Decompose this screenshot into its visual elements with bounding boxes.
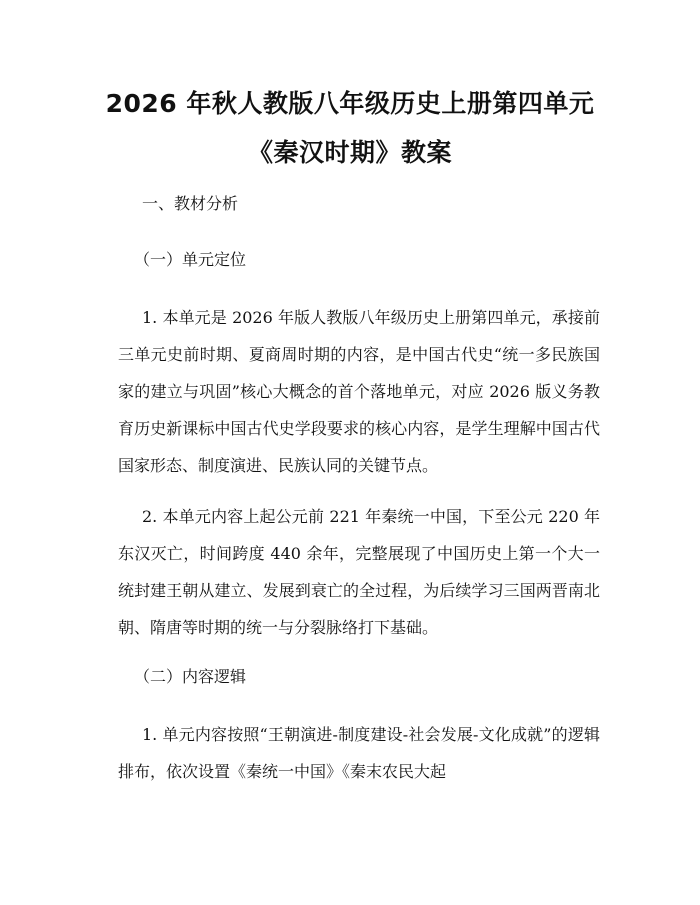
- document-title-line-2: 《秦汉时期》教案: [247, 138, 452, 167]
- paragraph-1: 1. 本单元是 2026 年版人教版八年级历史上册第四单元，承接前三单元史前时期、夏商周时期的内容，是中国古代史“统一多民族国家的建立与巩固”核心大概念的首个落地单元，对应 2026 版义务教育历史新课标中国古代史学段要求的核心内容，是学生理解中国古代国家形态、制度演进、民族认同的关键节点。: [118, 308, 600, 475]
- subsection-heading-1: （一）单元定位: [134, 250, 247, 269]
- section-heading-1: 一、教材分析: [142, 194, 239, 213]
- document-body: [118, 187, 600, 804]
- subsection-heading-2: （二）内容逻辑: [134, 667, 247, 686]
- document-title-line-1: 2026 年秋人教版八年级历史上册第四单元: [105, 89, 595, 118]
- paragraph-2: 2. 本单元内容上起公元前 221 年秦统一中国，下至公元 220 年东汉灭亡，时间跨度 440 余年，完整展现了中国历史上第一个大一统封建王朝从建立、发展到衰亡的全过程，为后续学习三国两晋南北朝、隋唐等时期的统一与分裂脉络打下基础。: [118, 507, 600, 637]
- paragraph-3: 1. 单元内容按照“王朝演进-制度建设-社会发展-文化成就”的逻辑排布，依次设置《秦统一中国》《秦末农民大起: [118, 725, 600, 781]
